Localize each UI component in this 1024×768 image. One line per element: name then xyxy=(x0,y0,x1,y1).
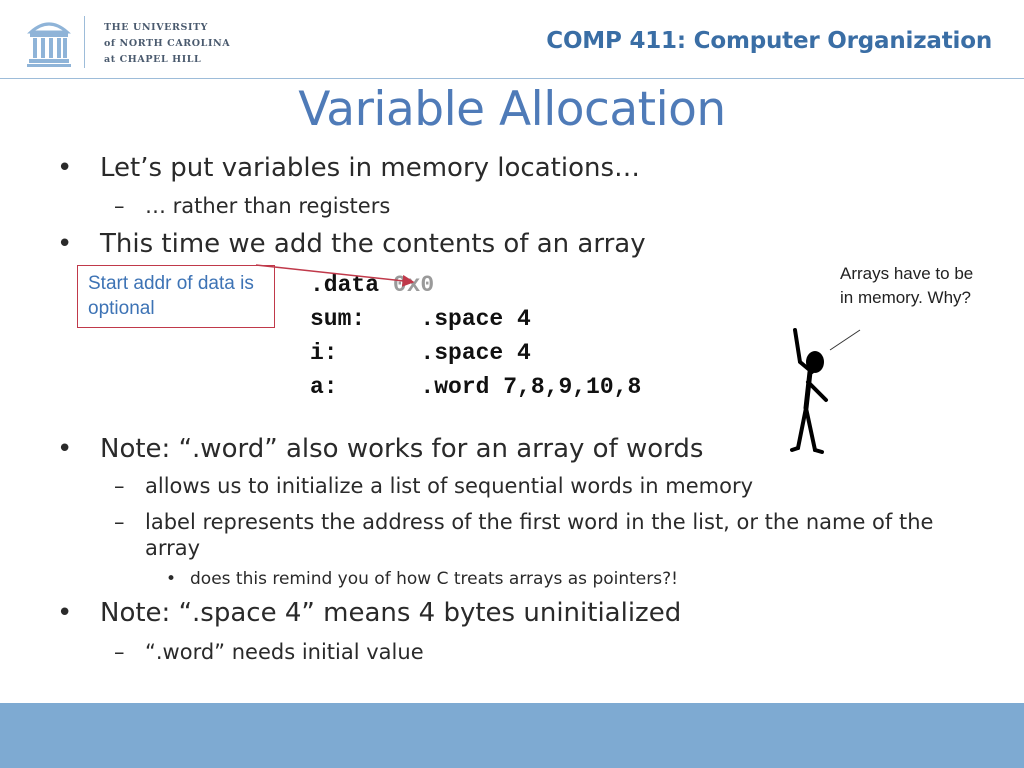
logo-line-3: at CHAPEL HILL xyxy=(104,54,202,65)
bullet-4: • Note: “.space 4” means 4 bytes uninitialized xyxy=(100,598,681,628)
side-note-pointer xyxy=(830,330,860,350)
code-data-address: 0x0 xyxy=(392,272,435,298)
code-data-directive: .data xyxy=(310,272,380,298)
sub-bullet-2: – allows us to initialize a list of sequential words in memory xyxy=(145,474,753,498)
callout-arrow xyxy=(256,265,413,282)
bullet-2: • This time we add the contents of an array xyxy=(100,229,646,259)
code-line-2: sum: .space 4 xyxy=(310,306,531,332)
code-line-3: i: .space 4 xyxy=(310,340,531,366)
sub-sub-bullet-1: • does this remind you of how C treats arrays as pointers?! xyxy=(190,569,678,589)
footer-band xyxy=(0,703,1024,768)
bullet-3: • Note: “.word” also works for an array of words xyxy=(100,434,703,464)
logo-line-2: of NORTH CAROLINA xyxy=(104,38,231,49)
sub-bullet-1: – … rather than registers xyxy=(145,194,390,218)
callout-start-addr: Start addr of data is optional xyxy=(77,265,275,328)
sub-bullet-4: – “.word” needs initial value xyxy=(145,640,424,664)
course-title: COMP 411: Computer Organization xyxy=(546,28,992,54)
slide-title: Variable Allocation xyxy=(298,82,726,137)
code-line-4: a: .word 7,8,9,10,8 xyxy=(310,374,642,400)
sub-bullet-3: – label represents the address of the first word in the list, or the name of the array xyxy=(145,509,945,561)
side-note: Arrays have to be in memory. Why? xyxy=(840,264,974,307)
logo-line-1: THE UNIVERSITY xyxy=(104,22,209,33)
stick-figure-icon xyxy=(792,330,826,452)
bullet-1: • Let’s put variables in memory locations… xyxy=(100,153,640,183)
